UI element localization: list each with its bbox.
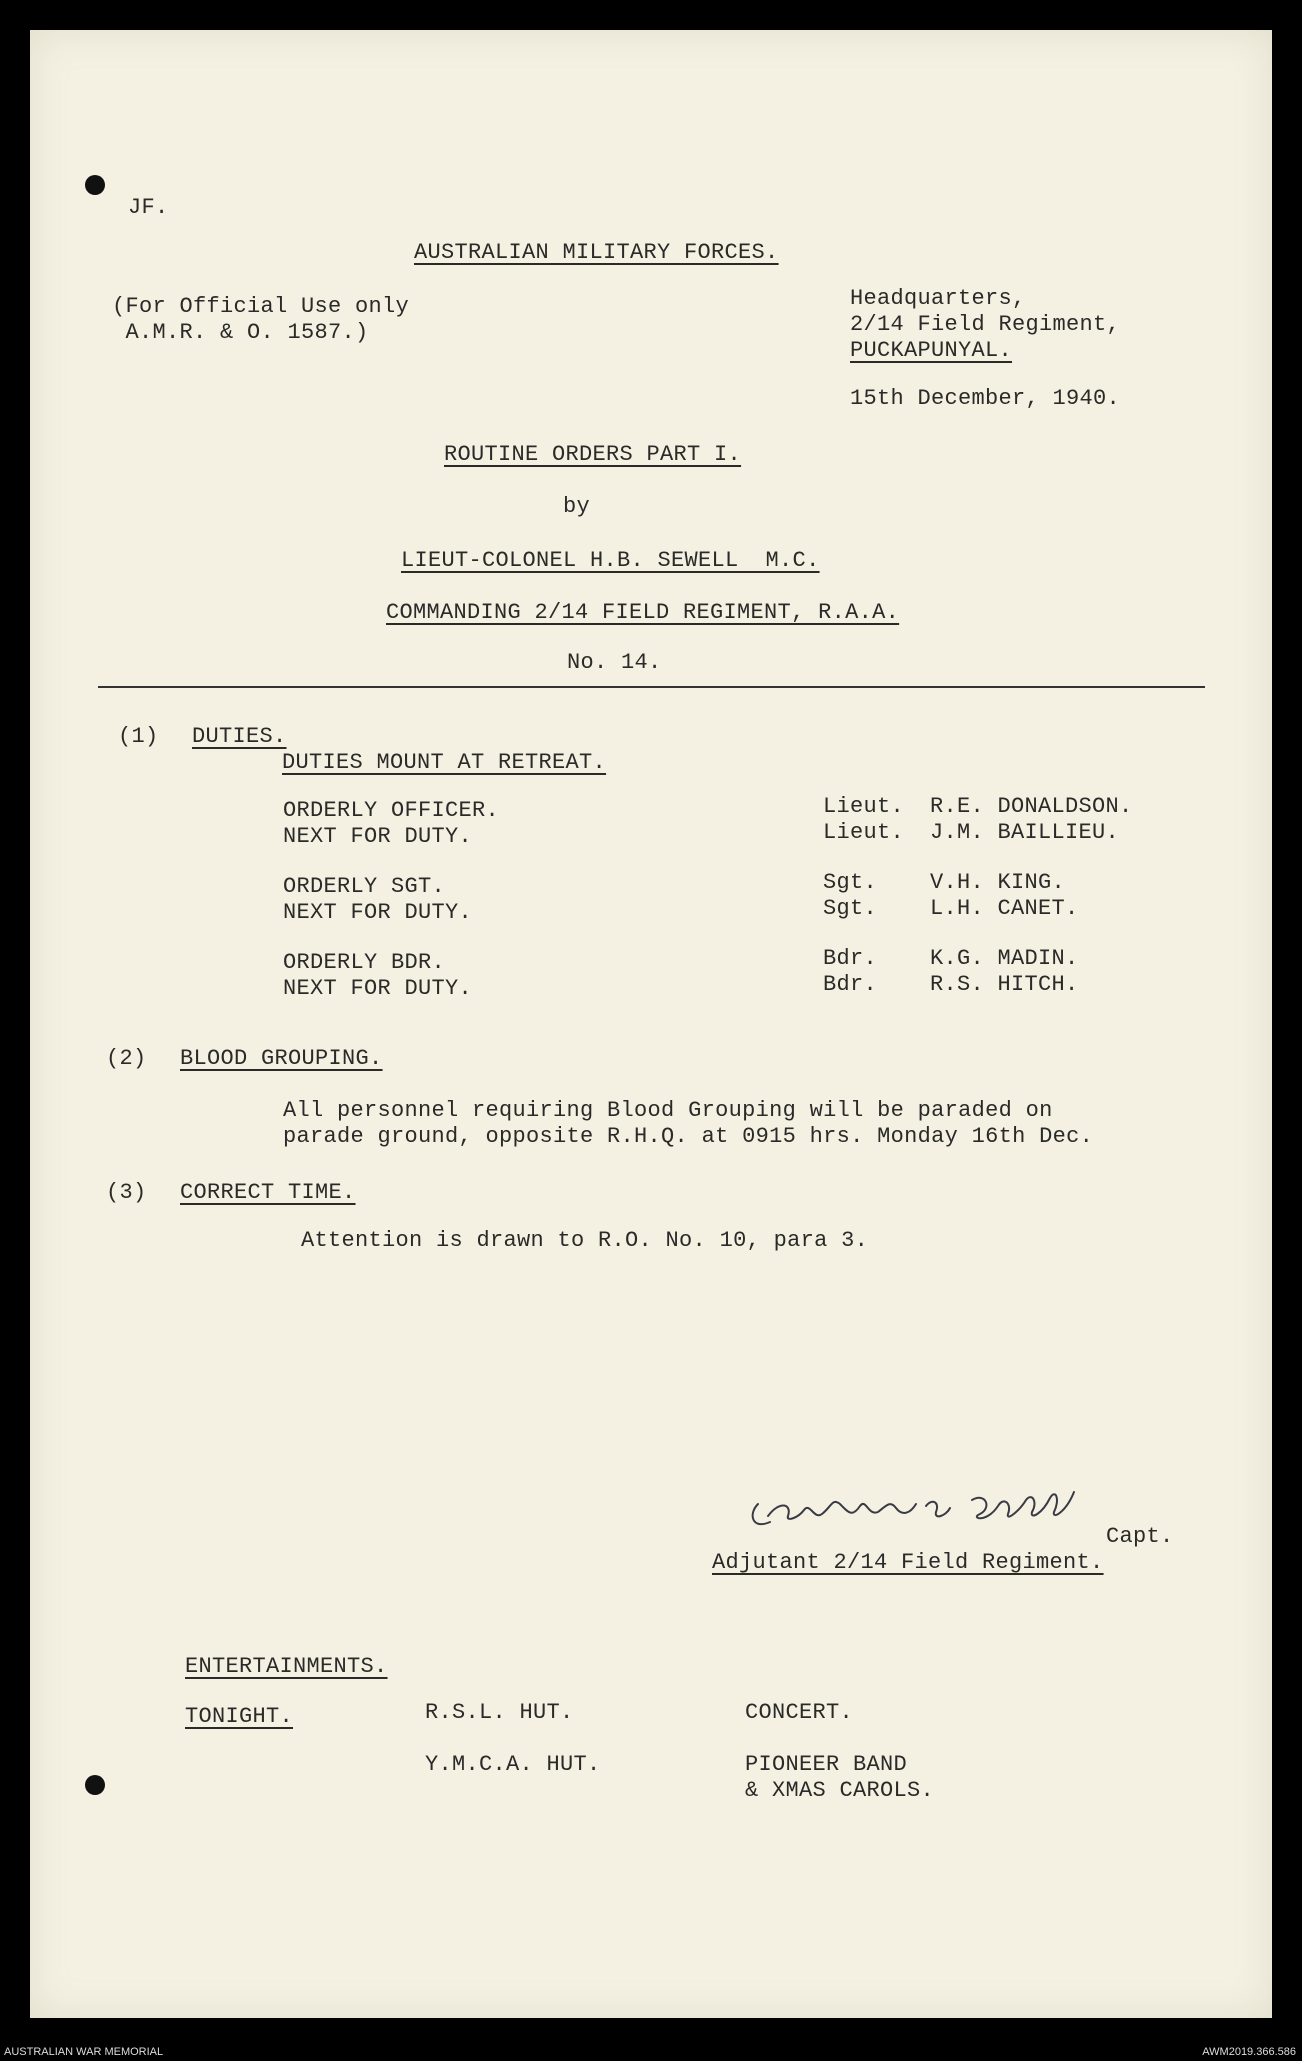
- duty-role: ORDERLY SGT.: [283, 874, 446, 899]
- signature-rank: Capt.: [1106, 1524, 1174, 1549]
- hq-line-2: 2/14 Field Regiment,: [850, 312, 1121, 337]
- handwritten-signature: [740, 1440, 1140, 1540]
- duty-rank: Sgt.: [823, 870, 878, 895]
- section-2-number: (2): [106, 1046, 147, 1071]
- tonight-label: TONIGHT.: [185, 1704, 294, 1729]
- duty-name: J.M. BAILLIEU.: [930, 820, 1120, 845]
- duty-rank: Bdr.: [823, 946, 878, 971]
- duty-name: V.H. KING.: [930, 870, 1066, 895]
- duty-role: ORDERLY BDR.: [283, 950, 446, 975]
- venue-place: R.S.L. HUT.: [425, 1700, 574, 1725]
- section-2-heading: BLOOD GROUPING.: [180, 1046, 383, 1071]
- duty-name: R.S. HITCH.: [930, 972, 1079, 997]
- document-page: [30, 30, 1272, 2018]
- duty-role: ORDERLY OFFICER.: [283, 798, 500, 823]
- footer-reference: AWM2019.366.586: [1202, 2046, 1296, 2058]
- divider-line: [98, 686, 1205, 688]
- orders-title: ROUTINE ORDERS PART I.: [444, 442, 742, 467]
- document-title: AUSTRALIAN MILITARY FORCES.: [414, 240, 779, 265]
- venue-place: Y.M.C.A. HUT.: [425, 1752, 601, 1777]
- duty-rank: Sgt.: [823, 896, 878, 921]
- duty-role: NEXT FOR DUTY.: [283, 900, 473, 925]
- section-3-line: Attention is drawn to R.O. No. 10, para 3.: [301, 1228, 869, 1253]
- venue-event: PIONEER BAND: [745, 1752, 908, 1777]
- venue-event: CONCERT.: [745, 1700, 854, 1725]
- section-2-line-1: All personnel requiring Blood Grouping will be paraded on: [283, 1098, 1053, 1123]
- hq-line-3: PUCKAPUNYAL.: [850, 338, 1013, 363]
- initials: JF.: [128, 195, 169, 220]
- document-date: 15th December, 1940.: [850, 386, 1121, 411]
- section-1-subheading: DUTIES MOUNT AT RETREAT.: [282, 750, 607, 775]
- duty-rank: Lieut.: [823, 794, 905, 819]
- commanding-line: COMMANDING 2/14 FIELD REGIMENT, R.A.A.: [386, 600, 900, 625]
- section-3-number: (3): [106, 1180, 147, 1205]
- duty-rank: Bdr.: [823, 972, 878, 997]
- footer-institution: AUSTRALIAN WAR MEMORIAL: [4, 2046, 164, 2058]
- signature-title: Adjutant 2/14 Field Regiment.: [712, 1550, 1104, 1575]
- duty-role: NEXT FOR DUTY.: [283, 824, 473, 849]
- section-3-heading: CORRECT TIME.: [180, 1180, 356, 1205]
- commander-name: LIEUT-COLONEL H.B. SEWELL M.C.: [401, 548, 820, 573]
- hq-line-1: Headquarters,: [850, 286, 1026, 311]
- order-number: No. 14.: [567, 650, 662, 675]
- official-use-line-1: (For Official Use only: [112, 294, 410, 319]
- duty-name: R.E. DONALDSON.: [930, 794, 1133, 819]
- venue-event: & XMAS CAROLS.: [745, 1778, 935, 1803]
- section-2-line-2: parade ground, opposite R.H.Q. at 0915 hrs. Monday 16th Dec.: [283, 1124, 1094, 1149]
- section-1-number: (1): [118, 724, 159, 749]
- duty-name: K.G. MADIN.: [930, 946, 1079, 971]
- punch-hole-top: [85, 175, 105, 195]
- duty-rank: Lieut.: [823, 820, 905, 845]
- official-use-line-2: A.M.R. & O. 1587.): [112, 320, 369, 345]
- section-1-heading: DUTIES.: [192, 724, 287, 749]
- entertainments-heading: ENTERTAINMENTS.: [185, 1654, 388, 1679]
- punch-hole-bottom: [85, 1775, 105, 1795]
- duty-role: NEXT FOR DUTY.: [283, 976, 473, 1001]
- duty-name: L.H. CANET.: [930, 896, 1079, 921]
- by-text: by: [563, 494, 591, 519]
